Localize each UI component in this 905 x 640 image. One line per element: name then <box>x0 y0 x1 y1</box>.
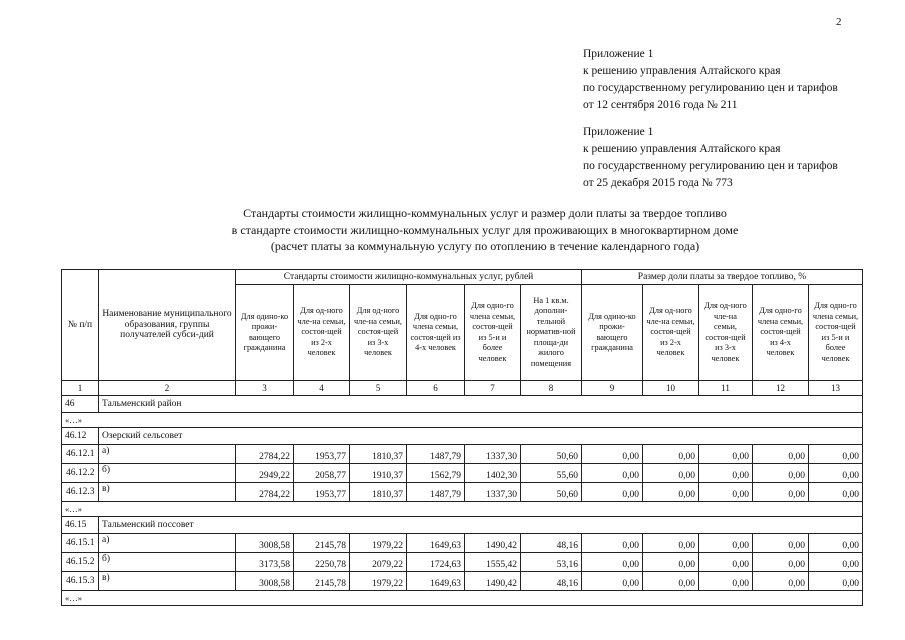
row-group: а) <box>99 445 236 464</box>
value-cell: 1810,37 <box>350 445 407 464</box>
page-number: 2 <box>836 16 842 28</box>
appendix-line: к решению управления Алтайского края <box>583 65 781 77</box>
tariff-table <box>61 269 863 606</box>
section-name: Тальменский поссовет <box>99 517 863 534</box>
row-group: б) <box>99 464 236 483</box>
appendix-line: от 12 сентября 2016 года № 211 <box>583 99 738 111</box>
column-number: 9 <box>582 381 643 396</box>
table-row <box>62 553 863 572</box>
section-row <box>62 428 863 445</box>
column-number: 12 <box>753 381 809 396</box>
group-header-share: Размер доли платы за твердое топливо, % <box>582 270 863 285</box>
group-header-standards: Стандарты стоимости жилищно-коммунальных услуг, рублей <box>236 270 582 285</box>
value-cell: 3008,58 <box>236 572 294 591</box>
value-cell: 0,00 <box>699 553 753 572</box>
value-cell: 3173,58 <box>236 553 294 572</box>
header-row-groups <box>62 270 863 285</box>
col-header-name: Наименование муниципального образования, группы получателей субси-дий <box>99 270 236 381</box>
value-cell: 0,00 <box>582 483 643 502</box>
value-cell: 0,00 <box>643 464 699 483</box>
district-code: 46 <box>62 396 99 413</box>
value-cell: 1487,79 <box>407 445 465 464</box>
row-group: в) <box>99 483 236 502</box>
value-cell: 48,16 <box>521 572 582 591</box>
value-cell: 1953,77 <box>294 483 350 502</box>
value-cell: 0,00 <box>643 534 699 553</box>
value-cell: 1487,79 <box>407 483 465 502</box>
value-cell: 1910,37 <box>350 464 407 483</box>
value-cell: 2784,22 <box>236 483 294 502</box>
column-number: 13 <box>809 381 863 396</box>
ellipsis: «…» <box>62 413 863 428</box>
appendix-2016 <box>583 46 838 114</box>
value-cell: 50,60 <box>521 483 582 502</box>
sub-header-5: Для од-ного чле-на семьи, состоя-щей из 3-х человек <box>350 285 407 381</box>
appendix-line: Приложение 1 <box>583 48 654 60</box>
value-cell: 1979,22 <box>350 534 407 553</box>
section-code: 46.15 <box>62 517 99 534</box>
value-cell: 1555,42 <box>465 553 521 572</box>
title-line: в стандарте стоимости жилищно-коммунальных услуг для проживающих в многоквартирном доме <box>231 222 739 237</box>
sub-header-7: Для одно-го члена семьи, состоя-щей из 5-и и более человек <box>465 285 521 381</box>
col-header-number: № п/п <box>62 270 99 381</box>
value-cell: 2079,22 <box>350 553 407 572</box>
value-cell: 1490,42 <box>465 534 521 553</box>
value-cell: 0,00 <box>753 445 809 464</box>
value-cell: 2250,78 <box>294 553 350 572</box>
appendix-line: к решению управления Алтайского края <box>583 143 781 155</box>
section-code: 46.12 <box>62 428 99 445</box>
value-cell: 1649,63 <box>407 572 465 591</box>
value-cell: 2058,77 <box>294 464 350 483</box>
section-name: Озерский сельсовет <box>99 428 863 445</box>
value-cell: 0,00 <box>643 572 699 591</box>
table-row <box>62 445 863 464</box>
value-cell: 2145,78 <box>294 572 350 591</box>
value-cell: 0,00 <box>699 445 753 464</box>
value-cell: 0,00 <box>753 572 809 591</box>
ellipsis-row <box>62 413 863 428</box>
ellipsis: «…» <box>62 591 863 606</box>
value-cell: 0,00 <box>809 445 863 464</box>
value-cell: 0,00 <box>809 464 863 483</box>
appendix-2015 <box>583 124 838 192</box>
value-cell: 0,00 <box>643 445 699 464</box>
row-code: 46.15.1 <box>62 534 99 553</box>
column-number: 10 <box>643 381 699 396</box>
value-cell: 0,00 <box>809 553 863 572</box>
column-number: 11 <box>699 381 753 396</box>
value-cell: 1402,30 <box>465 464 521 483</box>
table-row <box>62 464 863 483</box>
column-number: 3 <box>236 381 294 396</box>
value-cell: 0,00 <box>582 445 643 464</box>
value-cell: 0,00 <box>582 534 643 553</box>
column-number: 5 <box>350 381 407 396</box>
title-line: (расчет платы за коммунальную услугу по отоплению в течение календарного года) <box>270 239 700 253</box>
ellipsis: «…» <box>62 502 863 517</box>
column-number: 2 <box>99 381 236 396</box>
column-number: 7 <box>465 381 521 396</box>
column-number: 8 <box>521 381 582 396</box>
column-number: 1 <box>62 381 99 396</box>
table-row <box>62 572 863 591</box>
value-cell: 1810,37 <box>350 483 407 502</box>
value-cell: 0,00 <box>809 483 863 502</box>
sub-header-13: Для одно-го члена семьи, состоя-щей из 5-и и более человек <box>809 285 863 381</box>
value-cell: 1649,63 <box>407 534 465 553</box>
column-number: 6 <box>407 381 465 396</box>
row-code: 46.15.2 <box>62 553 99 572</box>
ellipsis-row <box>62 591 863 606</box>
value-cell: 1337,30 <box>465 483 521 502</box>
row-code: 46.12.3 <box>62 483 99 502</box>
value-cell: 0,00 <box>809 572 863 591</box>
row-group: в) <box>99 572 236 591</box>
appendix-line: по государственному регулированию цен и тарифов <box>583 160 838 172</box>
row-code: 46.15.3 <box>62 572 99 591</box>
district-row <box>62 396 863 413</box>
sub-header-3: Для одино-ко прожи-вающего гражданина <box>236 285 294 381</box>
column-number-row <box>62 381 863 396</box>
value-cell: 1979,22 <box>350 572 407 591</box>
value-cell: 1953,77 <box>294 445 350 464</box>
value-cell: 3008,58 <box>236 534 294 553</box>
value-cell: 0,00 <box>699 572 753 591</box>
sub-header-10: Для од-ного чле-на семьи, состоя-щей из 2-х человек <box>643 285 699 381</box>
value-cell: 53,16 <box>521 553 582 572</box>
value-cell: 0,00 <box>699 534 753 553</box>
value-cell: 0,00 <box>582 464 643 483</box>
value-cell: 2784,22 <box>236 445 294 464</box>
value-cell: 0,00 <box>582 572 643 591</box>
value-cell: 50,60 <box>521 445 582 464</box>
value-cell: 1337,30 <box>465 445 521 464</box>
sub-header-11: Для од-ного чле-на семьи, состоя-щей из 3-х человек <box>699 285 753 381</box>
value-cell: 48,16 <box>521 534 582 553</box>
sub-header-9: Для одино-ко прожи-вающего гражданина <box>582 285 643 381</box>
table-row <box>62 534 863 553</box>
value-cell: 1724,63 <box>407 553 465 572</box>
appendix-line: Приложение 1 <box>583 126 654 138</box>
value-cell: 0,00 <box>643 483 699 502</box>
title-line: Стандарты стоимости жилищно-коммунальных услуг и размер доли платы за твердое топливо <box>243 206 727 220</box>
value-cell: 0,00 <box>699 483 753 502</box>
row-code: 46.12.1 <box>62 445 99 464</box>
sub-header-8: На 1 кв.м. дополни-тельной норматив-ной площа-ди жилого помещения <box>521 285 582 381</box>
value-cell: 1490,42 <box>465 572 521 591</box>
row-group: а) <box>99 534 236 553</box>
ellipsis-row <box>62 502 863 517</box>
value-cell: 0,00 <box>753 464 809 483</box>
row-group: б) <box>99 553 236 572</box>
sub-header-4: Для од-ного чле-на семьи, состоя-щей из 2-х человек <box>294 285 350 381</box>
sub-header-12: Для одно-го члена семьи, состоя-щей из 4-х человек <box>753 285 809 381</box>
district-name: Тальменский район <box>99 396 863 413</box>
value-cell: 2145,78 <box>294 534 350 553</box>
section-row <box>62 517 863 534</box>
value-cell: 2949,22 <box>236 464 294 483</box>
value-cell: 0,00 <box>643 553 699 572</box>
value-cell: 0,00 <box>753 534 809 553</box>
value-cell: 55,60 <box>521 464 582 483</box>
value-cell: 0,00 <box>699 464 753 483</box>
sub-header-6: Для одно-го члена семьи, состоя-щей из 4-х человек <box>407 285 465 381</box>
appendix-line: от 25 декабря 2015 года № 773 <box>583 177 733 189</box>
value-cell: 0,00 <box>753 483 809 502</box>
value-cell: 0,00 <box>582 553 643 572</box>
value-cell: 0,00 <box>753 553 809 572</box>
appendix-line: по государственному регулированию цен и тарифов <box>583 82 838 94</box>
table-row <box>62 483 863 502</box>
column-number: 4 <box>294 381 350 396</box>
document-title <box>120 205 850 255</box>
value-cell: 0,00 <box>809 534 863 553</box>
row-code: 46.12.2 <box>62 464 99 483</box>
value-cell: 1562,79 <box>407 464 465 483</box>
